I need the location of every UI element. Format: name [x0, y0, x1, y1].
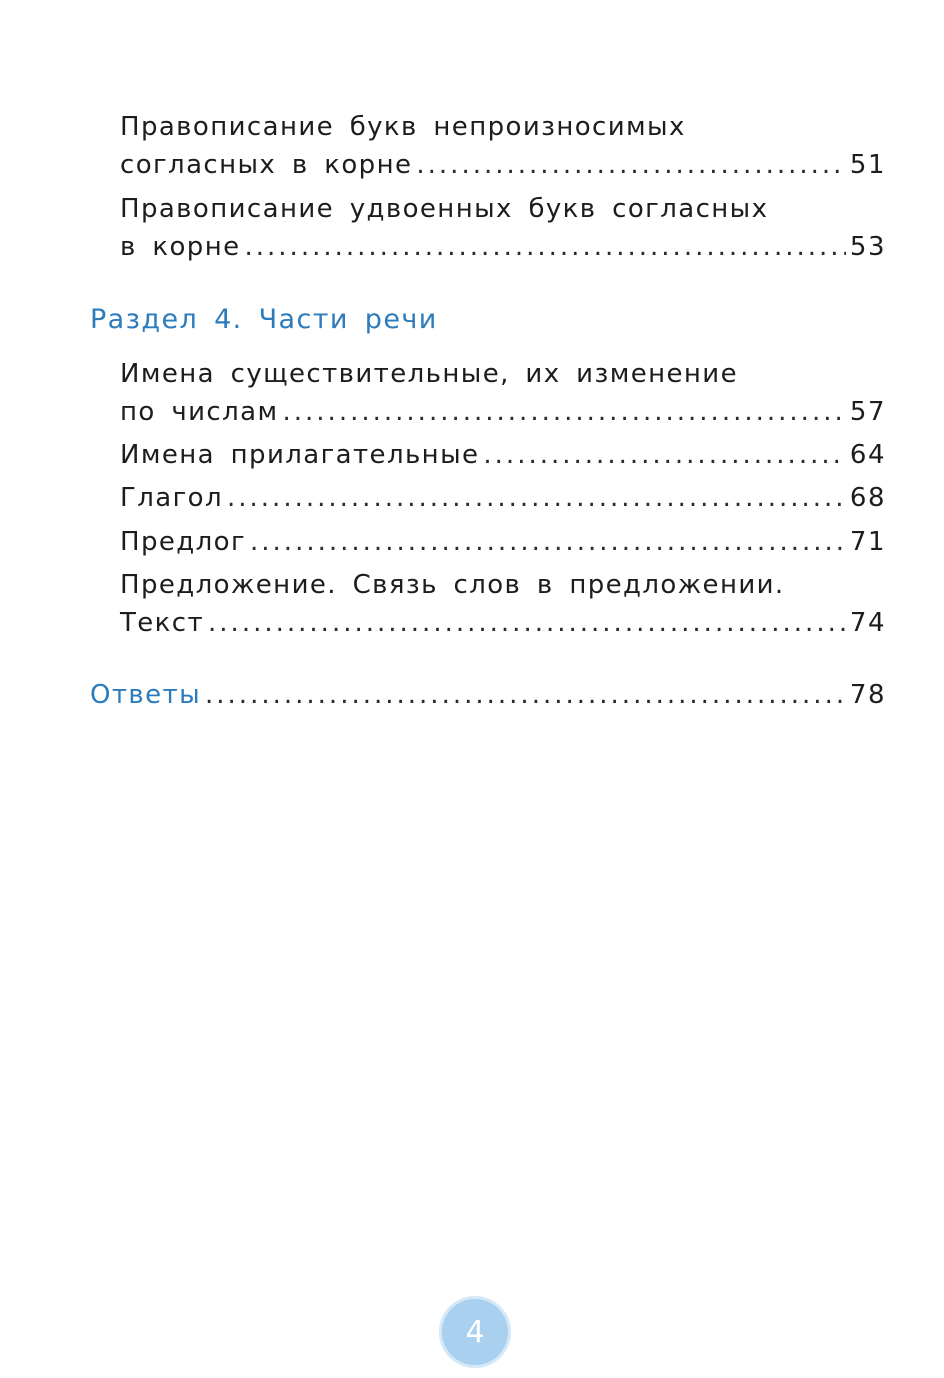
toc-entry-last-line	[120, 523, 886, 561]
toc-entry-title-line: Правописание букв непроизносимых	[120, 112, 686, 142]
toc-entry-last-line	[120, 436, 886, 474]
toc-entry-title-line: Предложение. Связь слов в предложении.	[120, 570, 785, 600]
toc-entry-last-line	[120, 393, 886, 431]
toc-page-number: 51	[849, 150, 886, 180]
toc-entry-predlozhenie[interactable]	[120, 566, 886, 642]
toc-entry-title-end: по числам	[120, 397, 279, 427]
toc-entry-title-end: Текст	[120, 608, 205, 638]
toc-entry-title-line: Имена существительные, их изменение	[120, 359, 738, 389]
page-number: 4	[465, 1314, 485, 1350]
toc-page-number: 53	[849, 232, 886, 262]
dot-leader	[416, 146, 846, 184]
toc-entry-glagol[interactable]	[120, 479, 886, 517]
toc-entry-answers[interactable]	[90, 676, 886, 714]
toc-entry-title-end: Глагол	[120, 483, 223, 513]
dot-leader	[483, 436, 846, 474]
toc-entry-title-line: Правописание удвоенных букв согласных	[120, 194, 769, 224]
toc-entry-sushchestvitelnye[interactable]	[120, 355, 886, 431]
toc-entry-last-line	[120, 604, 886, 642]
toc-entry-last-line	[120, 228, 886, 266]
dot-leader	[208, 604, 846, 642]
toc-page-number: 57	[849, 397, 886, 427]
dot-leader	[227, 479, 846, 517]
toc-entry-last-line	[120, 479, 886, 517]
toc-entry-last-line	[120, 146, 886, 184]
toc-entry-prilagatelnye[interactable]	[120, 436, 886, 474]
toc-page-number: 64	[849, 440, 886, 470]
dot-leader	[283, 393, 846, 431]
toc-entry-title-end: Предлог	[120, 527, 247, 557]
dot-leader	[250, 523, 846, 561]
toc-entry-title-end: Имена прилагательные	[120, 440, 480, 470]
toc-entry-title-end: согласных в корне	[120, 150, 413, 180]
toc-page-number: 78	[849, 680, 886, 710]
answers-label: Ответы	[90, 680, 202, 710]
toc-page-number: 71	[849, 527, 886, 557]
dot-leader	[245, 228, 846, 266]
page-number-badge	[439, 1296, 511, 1368]
toc-page-number: 74	[849, 608, 886, 638]
toc-entry-title-end: в корне	[120, 232, 241, 262]
dot-leader	[205, 676, 846, 714]
section-heading[interactable]: Раздел 4. Части речи	[90, 304, 438, 335]
toc-entry-predlog[interactable]	[120, 523, 886, 561]
toc-entry-udvoennye[interactable]	[120, 190, 886, 266]
toc-entry-nepronznosimye[interactable]	[120, 108, 886, 184]
toc-entry-last-line	[90, 676, 886, 714]
toc-page-number: 68	[849, 483, 886, 513]
